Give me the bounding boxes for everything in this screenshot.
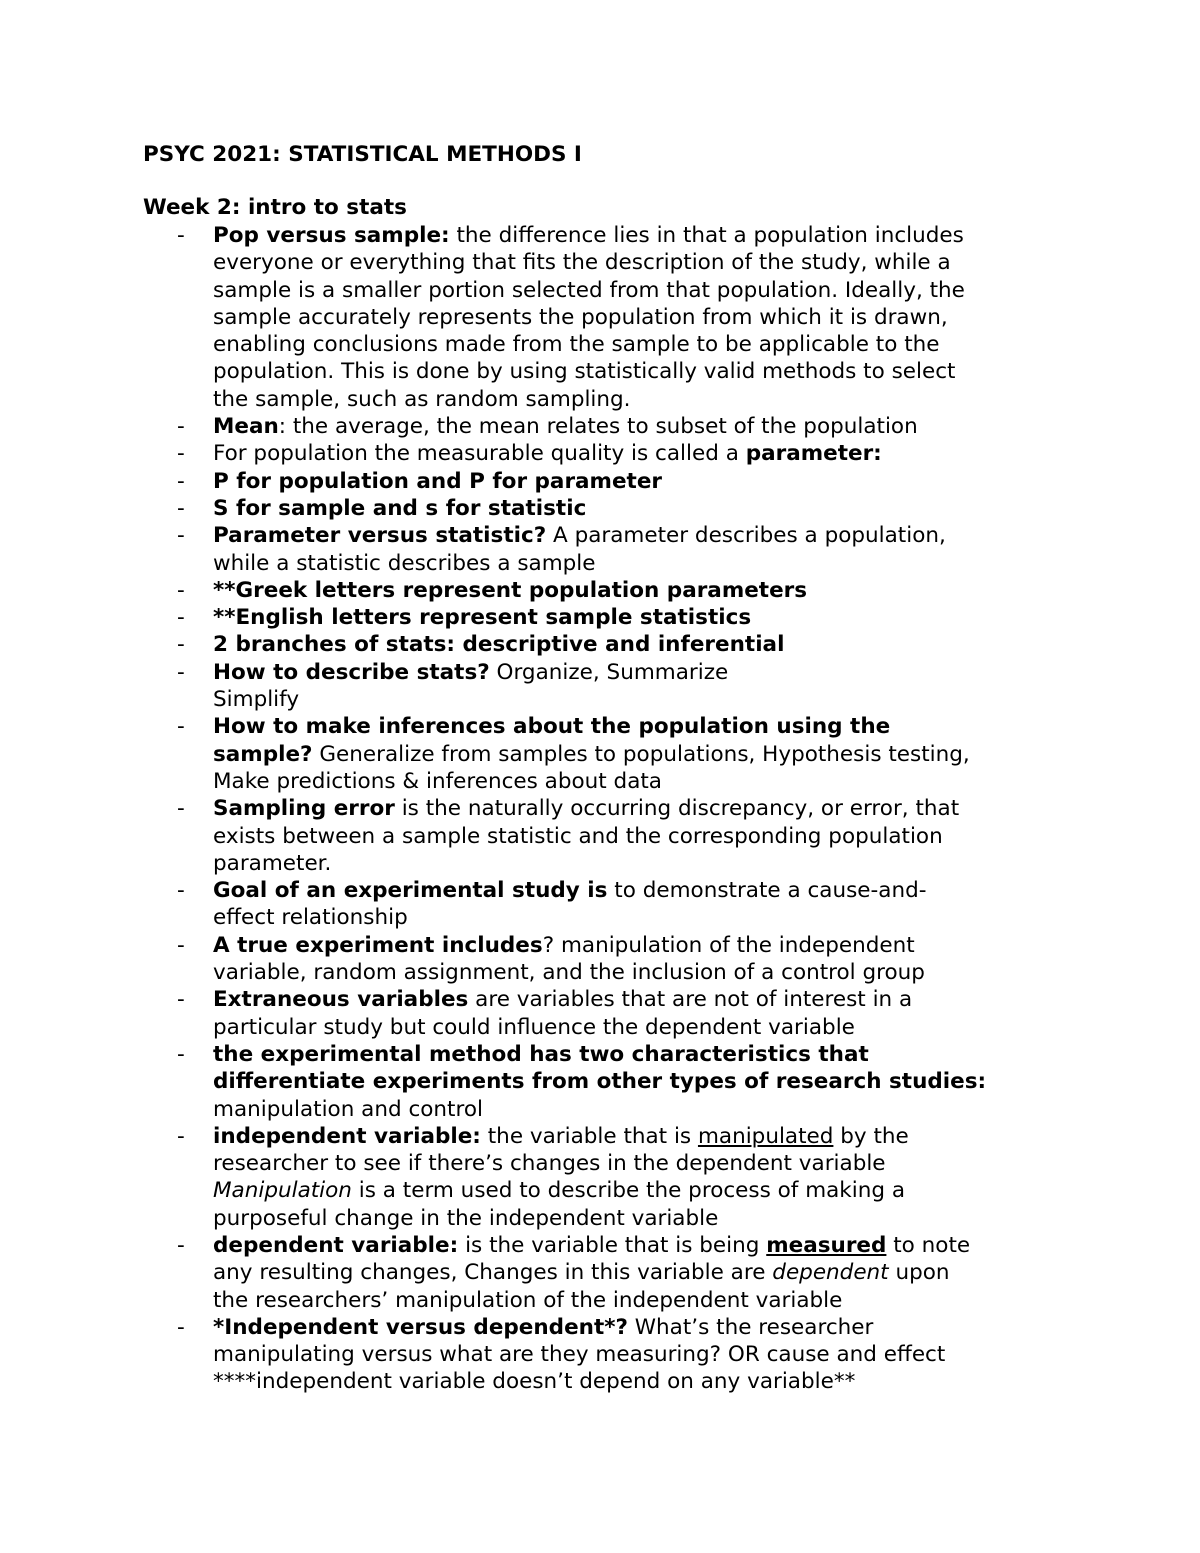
bullet-marker: - xyxy=(177,1041,185,1067)
bullet-line xyxy=(213,1341,1083,1368)
bullet-list xyxy=(143,222,1083,1396)
text-run: is the naturally occurring discrepancy, or error, that xyxy=(394,796,960,822)
text-run: any resulting changes, Changes in this variable are xyxy=(213,1260,773,1286)
text-run: : the average, the mean relates to subset of the population xyxy=(278,414,918,440)
text-run: How to describe stats? xyxy=(213,659,490,685)
bullet-line xyxy=(213,604,1083,631)
text-run: differentiate experiments from other types of research studies: xyxy=(213,1069,987,1095)
text-run: 2 branches of stats: descriptive and inferential xyxy=(213,632,785,658)
bullet-line xyxy=(213,986,1083,1013)
bullet-line xyxy=(213,277,1083,304)
bullet-item xyxy=(143,986,1083,1041)
text-run: researcher to see if there’s changes in the dependent variable xyxy=(213,1151,886,1177)
text-run: Parameter versus statistic? xyxy=(213,523,547,549)
bullet-line xyxy=(213,795,1083,822)
bullet-line xyxy=(213,631,1083,658)
bullet-line xyxy=(213,713,1083,740)
bullet-line xyxy=(213,495,1083,522)
text-run: is a term used to describe the process of making a xyxy=(351,1178,906,1204)
bullet-line xyxy=(213,331,1083,358)
text-run: Sampling error xyxy=(213,796,395,822)
text-run: effect relationship xyxy=(213,905,408,931)
text-run: parameter: xyxy=(745,441,882,467)
bullet-line xyxy=(213,577,1083,604)
bullet-line xyxy=(213,1068,1083,1095)
bullet-item xyxy=(143,659,1083,714)
bullet-item xyxy=(143,1123,1083,1232)
text-run: Extraneous variables xyxy=(213,987,469,1013)
text-run: independent variable: xyxy=(213,1123,481,1149)
text-run: by the xyxy=(833,1123,909,1149)
bullet-marker: - xyxy=(177,1232,185,1258)
text-run: the sample, such as random sampling. xyxy=(213,386,631,412)
bullet-line xyxy=(213,823,1083,850)
bullet-line xyxy=(213,904,1083,931)
bullet-line xyxy=(213,1232,1083,1259)
bullet-marker: - xyxy=(177,495,185,521)
bullet-line xyxy=(213,959,1083,986)
bullet-item xyxy=(143,877,1083,932)
bullet-item xyxy=(143,222,1083,413)
text-run: while a statistic describes a sample xyxy=(213,550,596,576)
bullet-item xyxy=(143,1041,1083,1123)
bullet-line xyxy=(213,1150,1083,1177)
bullet-line xyxy=(213,741,1083,768)
text-run: is the variable that is being xyxy=(458,1232,767,1258)
text-run: parameter. xyxy=(213,850,332,876)
bullet-line xyxy=(213,550,1083,577)
text-run: sample accurately represents the population from which it is drawn, xyxy=(213,304,948,330)
bullet-item xyxy=(143,413,1083,440)
bullet-line xyxy=(213,1287,1083,1314)
bullet-line xyxy=(213,522,1083,549)
text-run: P for population and P for parameter xyxy=(213,468,663,494)
text-run: the researchers’ manipulation of the independent variable xyxy=(213,1287,843,1313)
text-run: For population the measurable quality is called a xyxy=(213,441,746,467)
text-run: are variables that are not of interest in a xyxy=(468,987,913,1013)
bullet-line xyxy=(213,249,1083,276)
bullet-item xyxy=(143,522,1083,577)
text-run: sample is a smaller portion selected from that population. Ideally, the xyxy=(213,277,965,303)
text-run: measured xyxy=(766,1232,887,1258)
bullet-line xyxy=(213,1259,1083,1286)
text-run: the difference lies in that a population includes xyxy=(449,223,964,248)
bullet-line xyxy=(213,1205,1083,1232)
bullet-line xyxy=(213,932,1083,959)
bullet-line xyxy=(213,1096,1083,1123)
bullet-item xyxy=(143,440,1083,467)
bullet-marker: - xyxy=(177,632,185,658)
text-run: S for sample and s for statistic xyxy=(213,495,587,521)
text-run: *Independent versus dependent*? xyxy=(213,1314,628,1340)
text-run: Make predictions & inferences about data xyxy=(213,768,662,794)
bullet-item xyxy=(143,1314,1083,1396)
bullet-marker: - xyxy=(177,932,185,958)
bullet-marker: - xyxy=(177,714,185,740)
bullet-marker: - xyxy=(177,223,185,248)
bullet-line xyxy=(213,877,1083,904)
bullet-item xyxy=(143,713,1083,795)
text-run: dependent xyxy=(772,1260,889,1286)
bullet-marker: - xyxy=(177,441,185,467)
bullet-marker: - xyxy=(177,577,185,603)
text-run: ? manipulation of the independent xyxy=(542,932,915,958)
text-run: Pop versus sample: xyxy=(213,223,450,248)
section-heading: Week 2: intro to stats xyxy=(143,195,407,220)
bullet-line xyxy=(213,386,1083,413)
text-run: Goal of an experimental study is xyxy=(213,878,608,904)
bullet-line xyxy=(213,1041,1083,1068)
document-title: PSYC 2021: STATISTICAL METHODS I xyxy=(143,142,582,167)
text-run: How to make inferences about the population using the xyxy=(213,714,891,740)
text-run: What’s the researcher xyxy=(627,1314,874,1340)
text-run: population. This is done by using statistically valid methods to select xyxy=(213,359,956,385)
text-run: exists between a sample statistic and the corresponding population xyxy=(213,823,943,849)
text-run: to demonstrate a cause-and- xyxy=(607,878,927,904)
bullet-line xyxy=(213,1177,1083,1204)
text-run: **English letters represent sample statistics xyxy=(213,605,752,631)
text-run: manipulation and control xyxy=(213,1096,483,1122)
bullet-marker: - xyxy=(177,878,185,904)
bullet-item xyxy=(143,577,1083,604)
bullet-line xyxy=(213,1314,1083,1341)
text-run: sample? xyxy=(213,741,313,767)
bullet-line xyxy=(213,222,1083,249)
text-run: ****independent variable doesn’t depend on any variable** xyxy=(213,1369,856,1395)
text-run: enabling conclusions made from the sample to be applicable to the xyxy=(213,332,940,358)
text-run: everyone or everything that fits the description of the study, while a xyxy=(213,250,951,276)
text-run: particular study but could influence the dependent variable xyxy=(213,1014,855,1040)
text-run: Mean xyxy=(213,414,279,440)
text-run: purposeful change in the independent variable xyxy=(213,1205,719,1231)
text-run: Simplify xyxy=(213,687,300,713)
bullet-line xyxy=(213,468,1083,495)
text-run: the experimental method has two characteristics that xyxy=(213,1041,869,1067)
bullet-line xyxy=(213,850,1083,877)
text-run: the variable that is xyxy=(480,1123,698,1149)
bullet-marker: - xyxy=(177,414,185,440)
bullet-line xyxy=(213,686,1083,713)
bullet-marker: - xyxy=(177,1314,185,1340)
bullet-item xyxy=(143,631,1083,658)
text-run: manipulating versus what are they measuring? OR cause and effect xyxy=(213,1342,946,1368)
text-run: variable, random assignment, and the inclusion of a control group xyxy=(213,960,925,986)
bullet-item xyxy=(143,604,1083,631)
text-run: **Greek letters represent population parameters xyxy=(213,577,808,603)
bullet-marker: - xyxy=(177,987,185,1013)
bullet-line xyxy=(213,1123,1083,1150)
text-run: A true experiment includes xyxy=(213,932,543,958)
bullet-line xyxy=(213,1014,1083,1041)
bullet-line xyxy=(213,659,1083,686)
bullet-marker: - xyxy=(177,796,185,822)
bullet-item xyxy=(143,795,1083,877)
bullet-line xyxy=(213,358,1083,385)
bullet-line xyxy=(213,304,1083,331)
bullet-marker: - xyxy=(177,468,185,494)
bullet-marker: - xyxy=(177,659,185,685)
bullet-item xyxy=(143,932,1083,987)
bullet-item xyxy=(143,468,1083,495)
text-run: dependent variable: xyxy=(213,1232,459,1258)
bullet-line xyxy=(213,1368,1083,1395)
bullet-item xyxy=(143,1232,1083,1314)
text-run: to note xyxy=(886,1232,971,1258)
bullet-marker: - xyxy=(177,605,185,631)
text-run: Organize, Summarize xyxy=(489,659,729,685)
text-run: upon xyxy=(888,1260,950,1286)
bullet-marker: - xyxy=(177,1123,185,1149)
bullet-item xyxy=(143,495,1083,522)
bullet-line xyxy=(213,440,1083,467)
bullet-line xyxy=(213,413,1083,440)
text-run: A parameter describes a population, xyxy=(546,523,946,549)
bullet-line xyxy=(213,768,1083,795)
bullet-marker: - xyxy=(177,523,185,549)
text-run: Generalize from samples to populations, Hypothesis testing, xyxy=(312,741,970,767)
text-run: Manipulation xyxy=(213,1178,352,1204)
text-run: manipulated xyxy=(697,1123,834,1149)
